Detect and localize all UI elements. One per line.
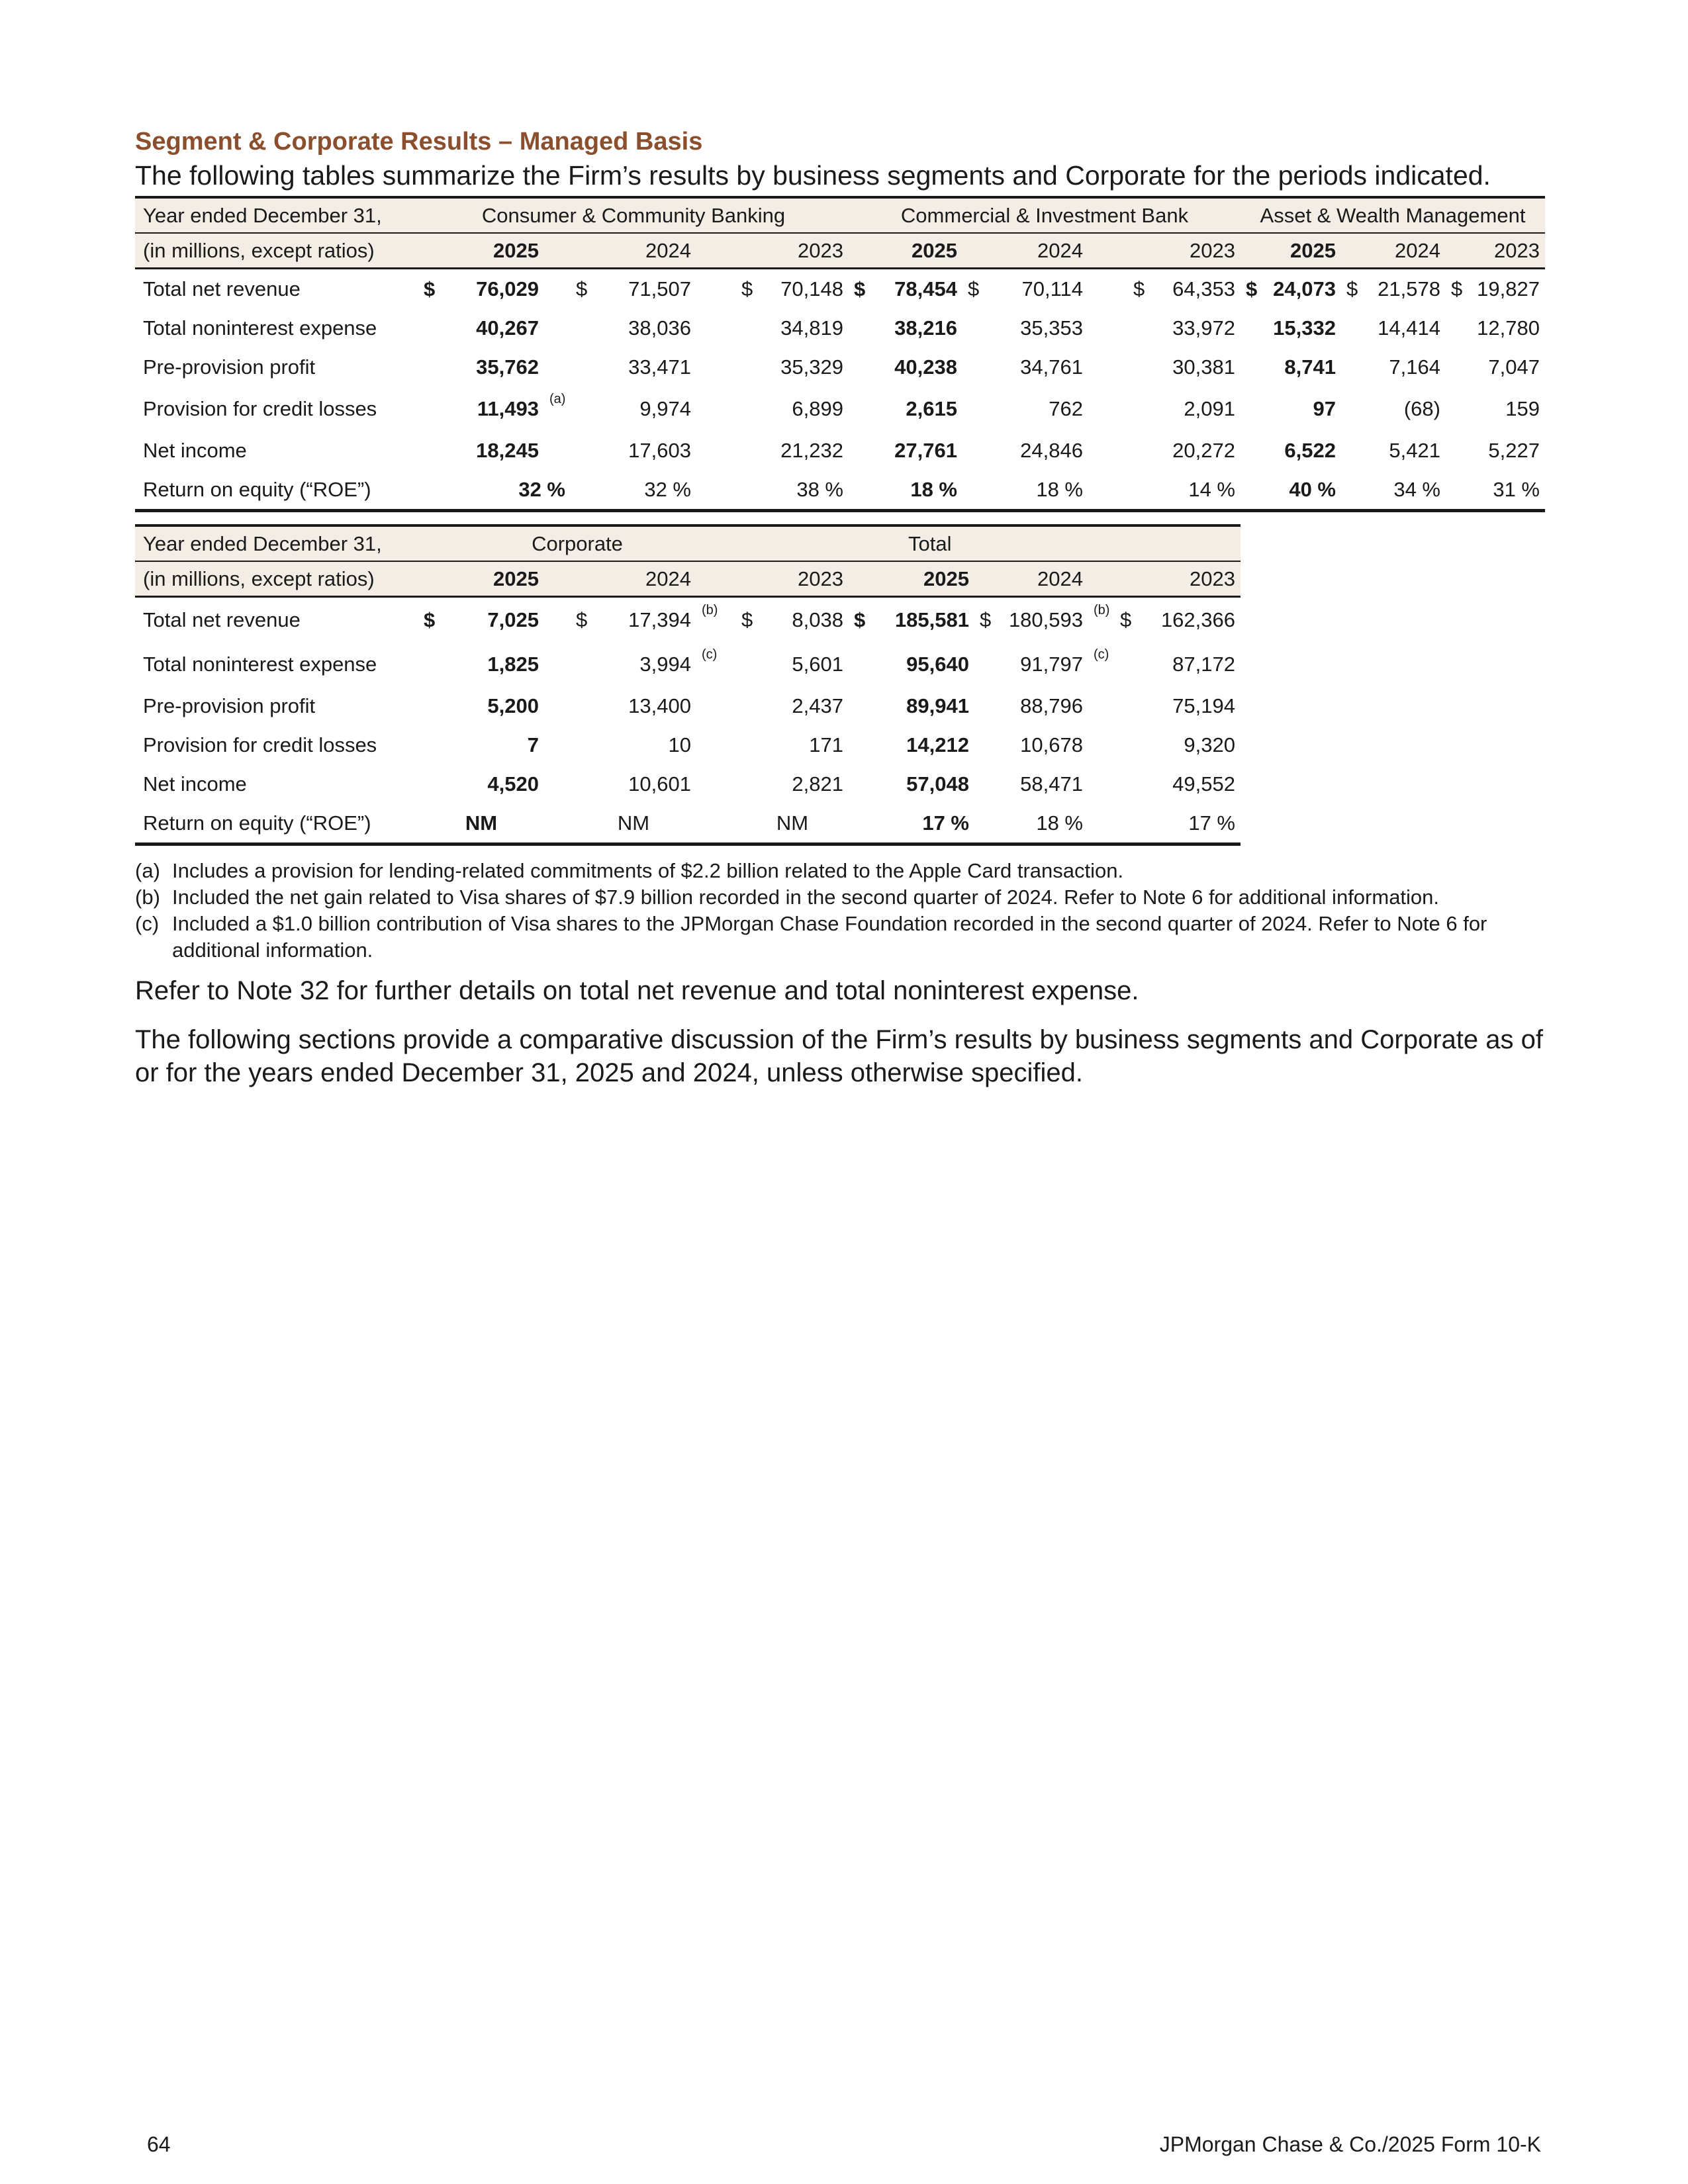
table-cell: 2,091 [1184, 396, 1235, 420]
table-cell: 24,846 [1020, 438, 1083, 462]
table-row [135, 725, 1241, 764]
footnote-b: (b) Included the net gain related to Visa shares of $7.9 billion recorded in the second quarter of 2024. Refer to Note 6 for additional information. [135, 886, 1440, 909]
table-cell: 38,036 [628, 316, 691, 340]
page-number: 64 [147, 2132, 171, 2156]
table-cell: 2,437 [792, 694, 843, 717]
table-cell: 7 [527, 733, 539, 756]
table-cell: 32 % [418, 470, 571, 511]
year-2023: 2023 [736, 561, 849, 597]
table-cell: 32 % [571, 470, 696, 511]
dollar-sign: $ [980, 608, 992, 631]
dollar-sign: $ [576, 608, 588, 631]
page [135, 126, 1545, 1089]
row-label: Return on equity (“ROE”) [135, 470, 418, 511]
dollar-sign: $ [968, 277, 980, 300]
row-label: Pre-provision profit [143, 694, 316, 717]
table-cell: $ 24,073 [1246, 277, 1336, 300]
table-row [135, 431, 1545, 470]
dollar-sign: $ [576, 277, 588, 300]
table-cell: 159 [1505, 396, 1540, 420]
table-cell: $ 162,366 [1120, 608, 1235, 631]
table-cell: 18,245 [476, 438, 539, 462]
table-cell: $ 8,038 [741, 608, 843, 631]
section-title: Segment & Corporate Results – Managed Basis [135, 128, 703, 156]
intro-text: The following tables summarize the Firm’s results by business segments and Corporate for the periods indicated. [135, 160, 1491, 191]
dollar-sign: $ [424, 608, 436, 631]
paragraph-note-32: Refer to Note 32 for further details on total net revenue and total noninterest expense. [135, 976, 1139, 1005]
table-row [135, 308, 1545, 347]
table-cell: 21,232 [780, 438, 843, 462]
dollar-sign: $ [1346, 277, 1358, 300]
dollar-sign: $ [1120, 608, 1132, 631]
table-cell: 7,164 [1389, 355, 1440, 379]
table-cell: 34,819 [780, 316, 843, 340]
table-cell: 40,238 [894, 355, 957, 379]
year-2025: 2025 [418, 561, 544, 597]
table-row [135, 470, 1545, 511]
group-total: Total [849, 525, 1241, 561]
table-cell: $ 70,148 [741, 277, 843, 300]
table-row [135, 764, 1241, 803]
year-2024: 2024 [571, 233, 696, 269]
table-cell: (68) [1403, 396, 1440, 420]
table-cell: 17 % [1115, 803, 1241, 844]
table-cell: 9,974 [639, 396, 691, 420]
row-label: Provision for credit losses [143, 396, 377, 420]
table-cell: 10 [668, 733, 691, 756]
footnote-marker-a: (a) [549, 392, 566, 406]
dollar-sign: $ [741, 277, 753, 300]
footnote-marker-c: (c) [1094, 647, 1109, 662]
group-header-row [135, 525, 1241, 561]
table-cell: 35,762 [476, 355, 539, 379]
row-label: Total net revenue [143, 277, 301, 300]
footnote-a: (a) Includes a provision for lending-related commitments of $2.2 billion related to the Apple Card transaction. [135, 859, 1124, 882]
row-label: Total noninterest expense [143, 316, 377, 340]
year-2025: 2025 [849, 233, 962, 269]
table-cell: 31 % [1446, 470, 1545, 511]
dollar-sign: $ [424, 277, 436, 300]
table-cell: 6,899 [792, 396, 843, 420]
table-cell: $ 185,581 [854, 608, 969, 631]
table-cell: $ 78,454 [854, 277, 957, 300]
table-cell: $ 17,394 [576, 608, 691, 631]
table-cell: 6,522 [1284, 438, 1336, 462]
units-label: (in millions, except ratios) [135, 561, 418, 597]
table-cell: 14,212 [906, 733, 969, 756]
year-header-row [135, 233, 1545, 269]
table-cell: 87,172 [1172, 652, 1235, 676]
table-cell: 18 % [974, 803, 1088, 844]
table-row [135, 387, 1545, 431]
year-2023: 2023 [1446, 233, 1545, 269]
year-2025: 2025 [1241, 233, 1341, 269]
table-cell: 2,615 [906, 396, 957, 420]
year-2024: 2024 [571, 561, 696, 597]
table-cell: 57,048 [906, 772, 969, 796]
table-cell: 34 % [1341, 470, 1446, 511]
year-header-label: Year ended December 31, [135, 197, 418, 233]
footnote-marker-b: (b) [702, 603, 718, 617]
table-cell: 75,194 [1172, 694, 1235, 717]
table-cell: 40,267 [476, 316, 539, 340]
table-cell: 3,994 [639, 652, 691, 676]
year-2024: 2024 [1341, 233, 1446, 269]
table-cell: 5,421 [1389, 438, 1440, 462]
group-header-row [135, 197, 1545, 233]
table-row [135, 642, 1241, 686]
table-cell: 2,821 [792, 772, 843, 796]
group-cib: Commercial & Investment Bank [849, 197, 1241, 233]
table-cell: 10,678 [1020, 733, 1083, 756]
row-label: Net income [143, 438, 247, 462]
table-cell: 91,797 [1020, 652, 1083, 676]
table-cell: $ 70,114 [968, 277, 1083, 300]
row-label: Provision for credit losses [143, 733, 377, 756]
table-cell: $ 7,025 [424, 608, 539, 631]
year-header-label: Year ended December 31, [135, 525, 418, 561]
table-cell: 38,216 [894, 316, 957, 340]
dollar-sign: $ [854, 277, 866, 300]
group-awm: Asset & Wealth Management [1241, 197, 1545, 233]
table-cell: 10,601 [628, 772, 691, 796]
table-cell: 58,471 [1020, 772, 1083, 796]
footnote-marker-b: (b) [1094, 603, 1110, 617]
table-cell: 33,471 [628, 355, 691, 379]
table-cell: 30,381 [1172, 355, 1235, 379]
year-2023: 2023 [1115, 561, 1241, 597]
document-title: JPMorgan Chase & Co./2025 Form 10-K [1159, 2132, 1541, 2156]
table-cell: 5,227 [1488, 438, 1540, 462]
table-cell: 33,972 [1172, 316, 1235, 340]
year-2025: 2025 [418, 233, 544, 269]
table-cell: 34,761 [1020, 355, 1083, 379]
group-corporate: Corporate [418, 525, 736, 561]
row-label: Pre-provision profit [143, 355, 316, 379]
table-cell: NM [736, 803, 849, 844]
table-cell: 88,796 [1020, 694, 1083, 717]
row-label: Net income [143, 772, 247, 796]
table-cell: NM [418, 803, 544, 844]
table-cell: 27,761 [894, 438, 957, 462]
year-2024: 2024 [962, 233, 1088, 269]
table-cell: 8,741 [1284, 355, 1336, 379]
table-cell: 7,047 [1488, 355, 1540, 379]
table-cell: 97 [1313, 396, 1336, 420]
table-row [135, 347, 1545, 387]
table-cell: 95,640 [906, 652, 969, 676]
table-cell: 5,200 [487, 694, 539, 717]
footnote-marker-c: (c) [702, 647, 718, 662]
table-cell: 40 % [1241, 470, 1341, 511]
year-2025: 2025 [849, 561, 974, 597]
table-cell: 171 [809, 733, 843, 756]
table-cell: $ 76,029 [424, 277, 539, 300]
dollar-sign: $ [854, 608, 866, 631]
table-cell: 14,414 [1378, 316, 1440, 340]
row-label: Return on equity (“ROE”) [135, 803, 418, 844]
year-2024: 2024 [974, 561, 1088, 597]
row-label: Total noninterest expense [143, 652, 377, 676]
table-cell: 38 % [696, 470, 849, 511]
table-row [135, 686, 1241, 725]
table-cell: 89,941 [906, 694, 969, 717]
table-cell: $ 64,353 [1133, 277, 1235, 300]
table-cell: 18 % [849, 470, 962, 511]
dollar-sign: $ [1246, 277, 1258, 300]
table-cell: NM [571, 803, 696, 844]
table-cell: 4,520 [487, 772, 539, 796]
dollar-sign: $ [741, 608, 753, 631]
table-cell: 762 [1049, 396, 1083, 420]
segment-results-table [135, 196, 1545, 512]
table-cell: 49,552 [1172, 772, 1235, 796]
table-cell: 11,493 [477, 396, 539, 420]
table-cell: $ 19,827 [1451, 277, 1540, 300]
paragraph-discussion: The following sections provide a comparative discussion of the Firm’s results by business segments and Corporate as of or for the years ended December 31, 2025 and 2024, unless otherwise specified. [135, 1025, 1543, 1087]
table-cell: 1,825 [487, 652, 539, 676]
dollar-sign: $ [1451, 277, 1463, 300]
year-header-row [135, 561, 1241, 597]
year-2023: 2023 [1088, 233, 1241, 269]
table-cell: 9,320 [1184, 733, 1235, 756]
table-cell: 35,329 [780, 355, 843, 379]
year-2023: 2023 [696, 233, 849, 269]
table-cell: 18 % [962, 470, 1088, 511]
table-cell: 35,353 [1020, 316, 1083, 340]
table-cell: 15,332 [1273, 316, 1336, 340]
table-row [135, 269, 1545, 309]
footnote-c: (c) Included a $1.0 billion contribution of Visa shares to the JPMorgan Chase Foundation recorded in the second quarter of 2024. Refer to Note 6 for additional information. [135, 912, 1487, 962]
units-label: (in millions, except ratios) [135, 233, 418, 269]
table-cell: 5,601 [792, 652, 843, 676]
table-cell: $ 180,593 [980, 608, 1083, 631]
table-cell: 20,272 [1172, 438, 1235, 462]
row-label: Total net revenue [143, 608, 301, 631]
table-cell: 17,603 [628, 438, 691, 462]
table-cell: $ 21,578 [1346, 277, 1440, 300]
dollar-sign: $ [1133, 277, 1145, 300]
footnotes [135, 858, 1545, 964]
table-cell: 13,400 [628, 694, 691, 717]
table-row [135, 597, 1241, 643]
table-cell: 14 % [1088, 470, 1241, 511]
group-ccb: Consumer & Community Banking [418, 197, 849, 233]
table-cell: 17 % [849, 803, 974, 844]
corporate-total-table [135, 524, 1241, 846]
table-row [135, 803, 1241, 844]
table-cell: $ 71,507 [576, 277, 691, 300]
table-cell: 12,780 [1477, 316, 1540, 340]
